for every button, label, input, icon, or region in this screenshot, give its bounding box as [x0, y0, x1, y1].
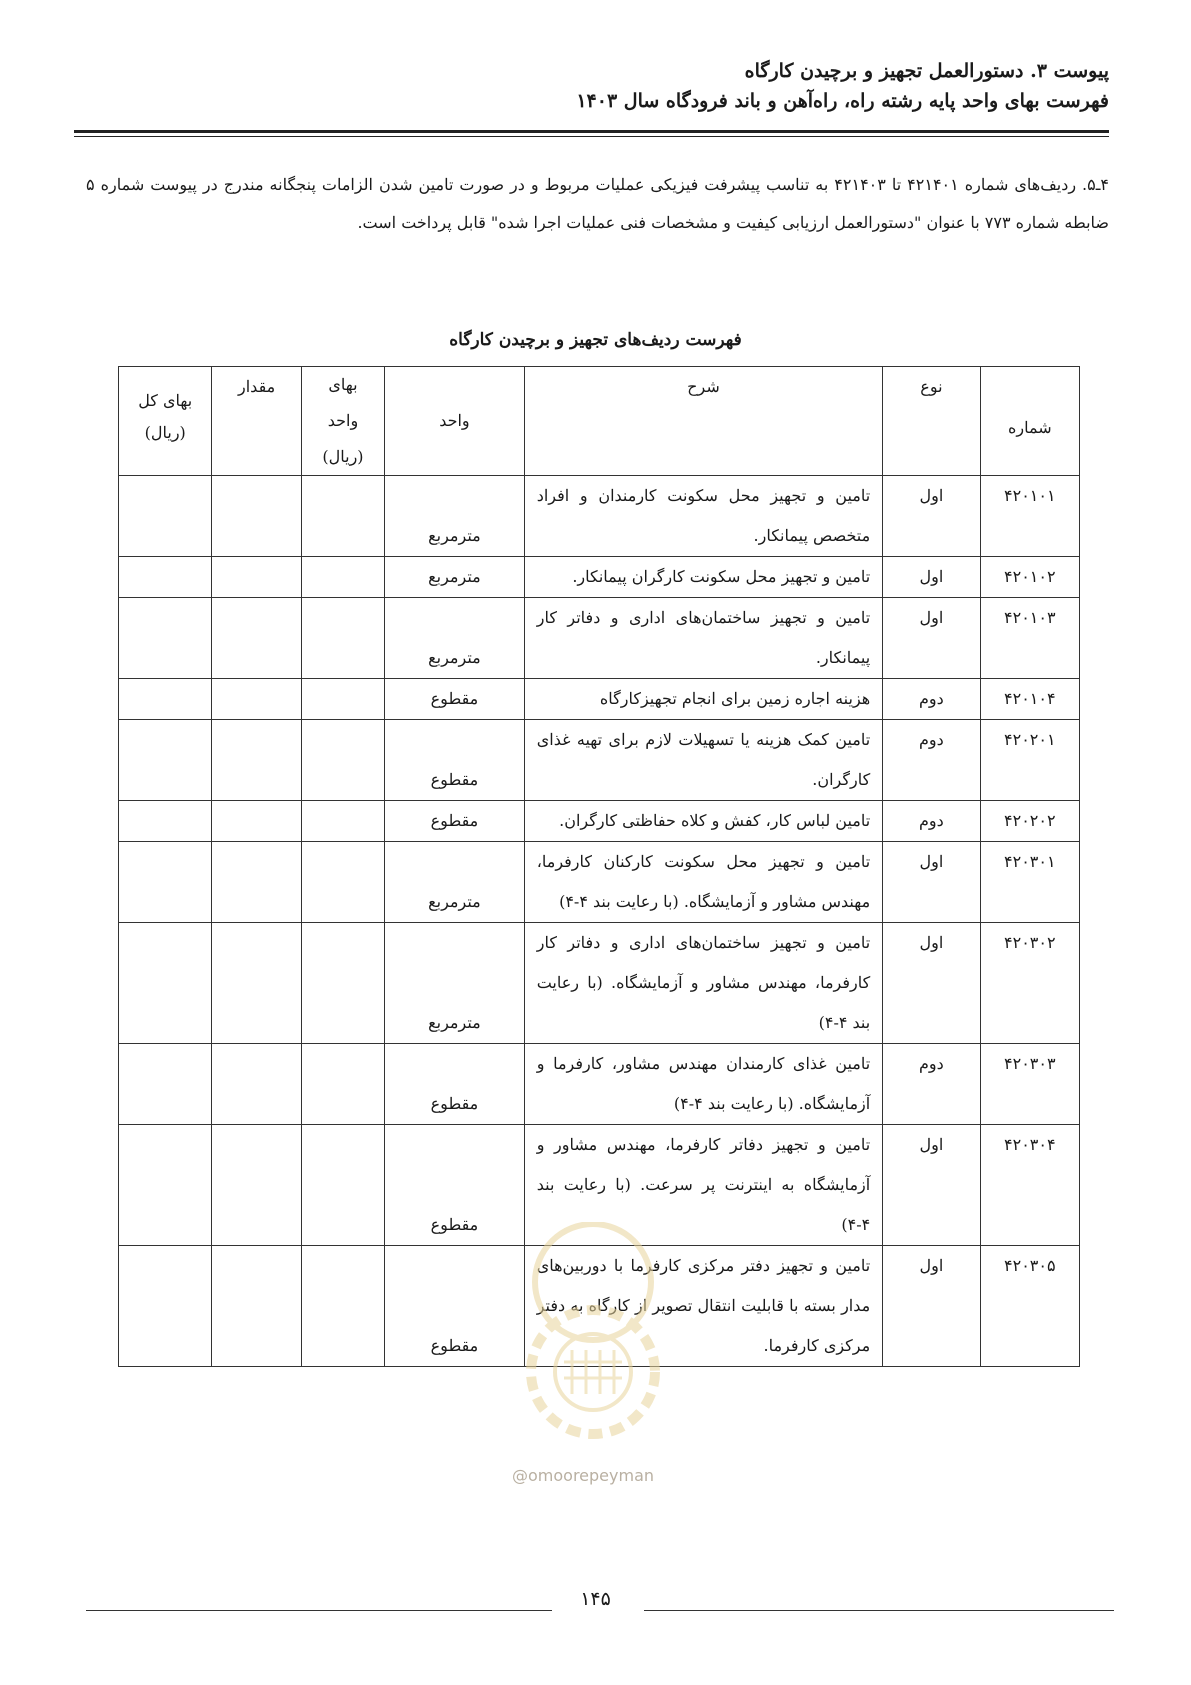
row-unit: مترمربع — [385, 598, 525, 679]
row-type: دوم — [883, 801, 980, 842]
row-type: اول — [883, 842, 980, 923]
row-unit: مترمربع — [385, 476, 525, 557]
table-row — [119, 801, 1080, 842]
col-header-unit-price: بهای واحد (ریال) — [301, 367, 384, 476]
row-code: ۴۲۰۲۰۲ — [980, 801, 1079, 842]
row-quantity — [212, 801, 301, 842]
row-description: تامین و تجهیز دفاتر کارفرما، مهندس مشاور و آزمایشگاه به اینترنت پر سرعت. (با رعایت بند ۴-۴) — [524, 1125, 882, 1246]
row-unit: مقطوع — [385, 801, 525, 842]
row-total — [119, 476, 212, 557]
row-description: تامین و تجهیز ساختمان‌های اداری و دفاتر کار پیمانکار. — [524, 598, 882, 679]
header-rule-thick — [74, 130, 1109, 133]
row-description: تامین و تجهیز دفتر مرکزی کارفرما با دوربین‌های مدار بسته با قابلیت انتقال تصویر از کارگاه به دفتر مرکزی کارفرما. — [524, 1246, 882, 1367]
row-unit-price — [301, 679, 384, 720]
row-quantity — [212, 476, 301, 557]
header-rule-thin — [74, 136, 1109, 137]
row-description: تامین و تجهیز محل سکونت کارگران پیمانکار. — [524, 557, 882, 598]
row-quantity — [212, 720, 301, 801]
row-code: ۴۲۰۲۰۱ — [980, 720, 1079, 801]
row-unit-price — [301, 1125, 384, 1246]
row-type: اول — [883, 476, 980, 557]
table-row — [119, 1246, 1080, 1367]
table-row — [119, 598, 1080, 679]
row-unit: مقطوع — [385, 720, 525, 801]
row-unit-price — [301, 720, 384, 801]
row-unit-price — [301, 1044, 384, 1125]
row-unit: مترمربع — [385, 842, 525, 923]
row-total — [119, 1246, 212, 1367]
table-row — [119, 1044, 1080, 1125]
table-row — [119, 679, 1080, 720]
row-total — [119, 1044, 212, 1125]
table-row — [119, 557, 1080, 598]
table-row — [119, 720, 1080, 801]
col-header-quantity: مقدار — [212, 367, 301, 476]
row-description: هزینه اجاره زمین برای انجام تجهیزکارگاه — [524, 679, 882, 720]
col-header-total: بهای کل (ریال) — [119, 367, 212, 476]
row-code: ۴۲۰۳۰۲ — [980, 923, 1079, 1044]
row-type: اول — [883, 923, 980, 1044]
table-row — [119, 476, 1080, 557]
watermark-handle: @omoorepeyman — [512, 1466, 655, 1485]
header-subtitle: فهرست بهای واحد پایه رشته راه، راه‌آهن و باند فرودگاه سال ۱۴۰۳ — [576, 90, 1109, 112]
row-quantity — [212, 842, 301, 923]
row-unit-price — [301, 1246, 384, 1367]
table-row — [119, 1125, 1080, 1246]
row-type: دوم — [883, 1044, 980, 1125]
row-code: ۴۲۰۱۰۳ — [980, 598, 1079, 679]
body-paragraph: ۴ـ۵. ردیف‌های شماره ۴۲۱۴۰۱ تا ۴۲۱۴۰۳ به تناسب پیشرفت فیزیکی عملیات مربوط و در صورت تامین شدن الزامات پنجگانه مندرج در پیوست شماره ۵ ضابطه شماره ۷۷۳ با عنوان "دستورالعمل ارزیابی کیفیت و مشخصات فنی عملیات اجرا شده" قابل پرداخت است. — [86, 175, 1110, 232]
row-total — [119, 1125, 212, 1246]
row-code: ۴۲۰۱۰۲ — [980, 557, 1079, 598]
row-quantity — [212, 598, 301, 679]
row-type: اول — [883, 557, 980, 598]
footer-rule-right — [644, 1610, 1114, 1611]
row-code: ۴۲۰۳۰۱ — [980, 842, 1079, 923]
footer-rule-left — [86, 1610, 552, 1611]
row-type: اول — [883, 598, 980, 679]
col-header-type: نوع — [883, 367, 980, 476]
row-unit: مترمربع — [385, 557, 525, 598]
table-row — [119, 842, 1080, 923]
row-quantity — [212, 923, 301, 1044]
row-type: اول — [883, 1246, 980, 1367]
row-description: تامین و تجهیز محل سکونت کارمندان و افراد متخصص پیمانکار. — [524, 476, 882, 557]
row-unit: مقطوع — [385, 679, 525, 720]
col-header-desc: شرح — [524, 367, 882, 476]
row-unit-price — [301, 476, 384, 557]
row-quantity — [212, 1246, 301, 1367]
row-quantity — [212, 557, 301, 598]
row-description: تامین و تجهیز محل سکونت کارکنان کارفرما، مهندس مشاور و آزمایشگاه. (با رعایت بند ۴-۴) — [524, 842, 882, 923]
row-description: تامین لباس کار، کفش و کلاه حفاظتی کارگران. — [524, 801, 882, 842]
items-table — [118, 366, 1080, 1367]
table-caption: فهرست ردیف‌های تجهیز و برچیدن کارگاه — [449, 330, 742, 350]
row-unit: مترمربع — [385, 923, 525, 1044]
row-code: ۴۲۰۱۰۴ — [980, 679, 1079, 720]
row-type: اول — [883, 1125, 980, 1246]
col-header-code: شماره — [980, 367, 1079, 476]
row-total — [119, 842, 212, 923]
row-unit-price — [301, 842, 384, 923]
row-unit: مقطوع — [385, 1044, 525, 1125]
row-unit-price — [301, 598, 384, 679]
col-header-unit: واحد — [385, 367, 525, 476]
row-description: تامین کمک هزینه یا تسهیلات لازم برای تهیه غذای کارگران. — [524, 720, 882, 801]
row-code: ۴۲۰۱۰۱ — [980, 476, 1079, 557]
row-type: دوم — [883, 679, 980, 720]
row-total — [119, 679, 212, 720]
row-quantity — [212, 1044, 301, 1125]
row-quantity — [212, 1125, 301, 1246]
row-code: ۴۲۰۳۰۵ — [980, 1246, 1079, 1367]
row-type: دوم — [883, 720, 980, 801]
row-code: ۴۲۰۳۰۳ — [980, 1044, 1079, 1125]
row-unit-price — [301, 557, 384, 598]
row-total — [119, 923, 212, 1044]
table-row — [119, 923, 1080, 1044]
table-header-row — [119, 367, 1080, 476]
page-number: ۱۴۵ — [580, 1588, 611, 1610]
row-unit: مقطوع — [385, 1246, 525, 1367]
page-header — [74, 56, 1109, 116]
row-total — [119, 720, 212, 801]
row-unit: مقطوع — [385, 1125, 525, 1246]
row-unit-price — [301, 801, 384, 842]
row-code: ۴۲۰۳۰۴ — [980, 1125, 1079, 1246]
row-description: تامین و تجهیز ساختمان‌های اداری و دفاتر کار کارفرما، مهندس مشاور و آزمایشگاه. (با رعایت بند ۴-۴) — [524, 923, 882, 1044]
header-title: پیوست ۳. دستورالعمل تجهیز و برچیدن کارگاه — [744, 60, 1109, 82]
row-quantity — [212, 679, 301, 720]
row-total — [119, 557, 212, 598]
row-total — [119, 598, 212, 679]
row-description: تامین غذای کارمندان مهندس مشاور، کارفرما و آزمایشگاه. (با رعایت بند ۴-۴) — [524, 1044, 882, 1125]
row-total — [119, 801, 212, 842]
row-unit-price — [301, 923, 384, 1044]
